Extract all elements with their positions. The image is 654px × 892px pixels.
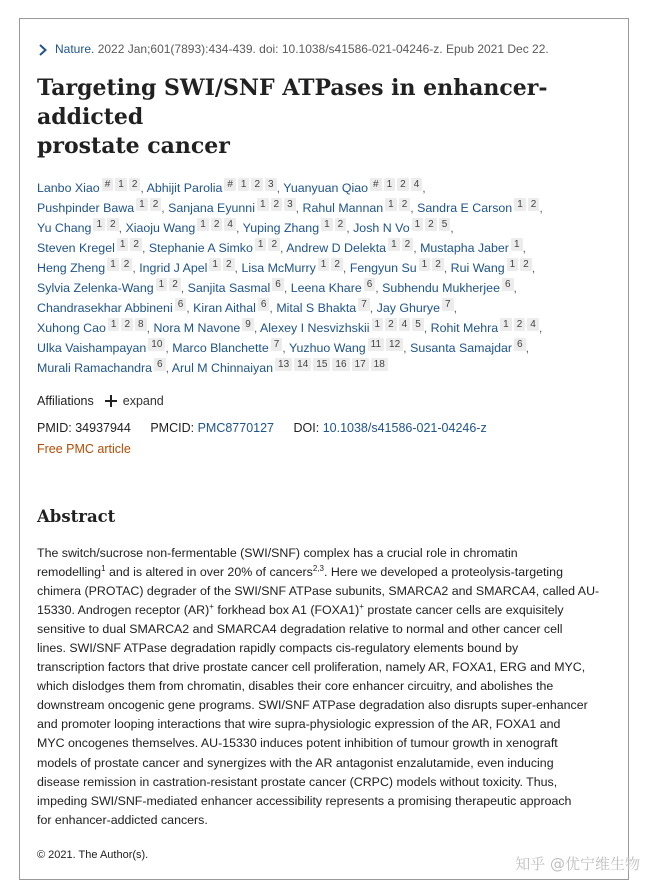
abstract-text: [37, 544, 603, 830]
copyright-notice: © 2021. The Author(s).: [37, 848, 149, 861]
affiliation-marker[interactable]: 1: [514, 198, 526, 211]
title-line-1: Targeting SWI/SNF ATPases in enhancer-addicted: [37, 75, 548, 130]
pmid-value: 34937944: [75, 421, 131, 435]
affiliation-marker[interactable]: 6: [272, 278, 284, 291]
author-line: Pushpinder Bawa 1 2 , Sanjana Eyunni 1 2 3 , Rahul Mannan 1 2 , Sandra E Carson 1 2 ,: [37, 199, 543, 215]
author-link[interactable]: Mustapha Jaber: [420, 241, 509, 255]
affiliation-marker[interactable]: 1: [156, 278, 168, 291]
author-link[interactable]: Murali Ramachandra: [37, 361, 153, 375]
affiliation-marker[interactable]: 14: [294, 358, 311, 371]
author-line: Steven Kregel 1 2 , Stephanie A Simko 1 2 , Andrew D Delekta 1 2 , Mustapha Jaber 1 ,: [37, 239, 526, 255]
author-link[interactable]: Kiran Aithal: [193, 301, 256, 315]
affiliation-marker[interactable]: 2: [129, 178, 141, 191]
abstract-line: which dislodges them from chromatin, disables their core enhancer circuitry, and abolishes the: [37, 679, 554, 694]
author-link[interactable]: Mital S Bhakta: [276, 301, 357, 315]
author-link[interactable]: Ulka Vaishampayan: [37, 341, 147, 355]
affiliation-marker[interactable]: 3: [284, 198, 296, 211]
article-title: [37, 74, 603, 161]
affiliation-marker[interactable]: 2: [169, 278, 181, 291]
author-link[interactable]: Steven Kregel: [37, 241, 115, 255]
author-link[interactable]: Chandrasekhar Abbineni: [37, 301, 173, 315]
author-link[interactable]: Sanjana Eyunni: [168, 201, 255, 215]
author-link[interactable]: Xiaoju Wang: [125, 221, 196, 235]
affiliation-marker[interactable]: 5: [439, 218, 451, 231]
author-link[interactable]: Yuzhuo Wang: [288, 341, 366, 355]
affiliation-marker[interactable]: 2: [268, 238, 280, 251]
affiliation-marker[interactable]: 2: [528, 198, 540, 211]
abstract-line: lines. SWI/SNF ATPase degradation rapidly compacts cis-regulatory elements bound by: [37, 641, 519, 656]
affiliation-marker[interactable]: 7: [271, 338, 283, 351]
affiliation-marker[interactable]: 11: [368, 338, 384, 351]
affiliation-marker[interactable]: 1: [511, 238, 523, 251]
author-link[interactable]: Abhijit Parolia: [146, 181, 223, 195]
affiliation-marker[interactable]: 2: [251, 178, 263, 191]
author-link[interactable]: Rui Wang: [450, 261, 505, 275]
author-link[interactable]: Pushpinder Bawa: [37, 201, 135, 215]
affiliation-marker[interactable]: 1: [209, 258, 221, 271]
author-line: Heng Zheng 1 2 , Ingrid J Apel 1 2 , Lisa McMurry 1 2 , Fengyun Su 1 2 , Rui Wang 1 2 ,: [37, 259, 536, 275]
affiliation-marker[interactable]: 2: [385, 318, 397, 331]
affiliation-marker[interactable]: 1: [238, 178, 250, 191]
affiliation-marker[interactable]: #: [102, 178, 114, 191]
author-link[interactable]: Alexey I Nesvizhskii: [260, 321, 370, 335]
affiliation-marker[interactable]: 2: [425, 218, 437, 231]
affiliation-marker[interactable]: 6: [258, 298, 270, 311]
abstract-line: disease remission in castration-resistant prostate cancer (CRPC) models without toxicity. Thus,: [37, 774, 558, 789]
affiliation-marker[interactable]: 1: [115, 178, 127, 191]
chevron-right-icon[interactable]: [37, 44, 49, 56]
author-link[interactable]: Subhendu Mukherjee: [382, 281, 500, 295]
affiliation-marker[interactable]: 8: [135, 318, 147, 331]
pmcid-link[interactable]: PMC8770127: [197, 421, 275, 435]
affiliation-marker[interactable]: 6: [364, 278, 376, 291]
author-list: [37, 178, 603, 378]
author-line: Yu Chang 1 2 , Xiaoju Wang 1 2 4 , Yuping Zhang 1 2 , Josh N Vo 1 2 5 ,: [37, 219, 454, 235]
author-link[interactable]: Heng Zheng: [37, 261, 106, 275]
affiliation-marker[interactable]: 15: [313, 358, 330, 371]
article-card: [19, 18, 629, 880]
author-link[interactable]: Andrew D Delekta: [286, 241, 387, 255]
affiliation-marker[interactable]: 2: [397, 178, 409, 191]
affiliation-marker[interactable]: 6: [175, 298, 187, 311]
affiliation-marker[interactable]: 12: [386, 338, 403, 351]
author-link[interactable]: Nora M Navone: [153, 321, 241, 335]
author-link[interactable]: Marco Blanchette: [172, 341, 269, 355]
author-link[interactable]: Xuhong Cao: [37, 321, 106, 335]
affiliation-marker[interactable]: 9: [242, 318, 254, 331]
affiliation-marker[interactable]: 1: [507, 258, 519, 271]
author-line: Sylvia Zelenka-Wang 1 2 , Sanjita Sasmal 6 , Leena Khare 6 , Subhendu Mukherjee 6 ,: [37, 279, 517, 295]
affiliation-marker[interactable]: 6: [502, 278, 514, 291]
identifiers: [37, 418, 603, 438]
author-link[interactable]: Yuping Zhang: [242, 221, 320, 235]
superscript: +: [359, 602, 364, 612]
affiliation-marker[interactable]: #: [224, 178, 236, 191]
author-link[interactable]: Yu Chang: [37, 221, 92, 235]
affiliation-marker[interactable]: 1: [318, 258, 330, 271]
author-link[interactable]: Yuanyuan Qiao: [283, 181, 369, 195]
affiliation-marker[interactable]: 2: [107, 218, 119, 231]
affiliation-marker[interactable]: 2: [211, 218, 223, 231]
author-link[interactable]: Ingrid J Apel: [139, 261, 208, 275]
article-content: [37, 39, 603, 861]
author-link[interactable]: Jay Ghurye: [376, 301, 441, 315]
affiliation-marker[interactable]: 2: [520, 258, 532, 271]
affiliation-marker[interactable]: 1: [197, 218, 209, 231]
affiliations-toggle[interactable]: [37, 391, 603, 411]
abstract-line: chimera (PROTAC) degrader of the SWI/SNF ATPase subunits, SMARCA2 and SMARCA4, called AU-: [37, 584, 600, 599]
watermark: 知乎 @优宁维生物: [515, 855, 640, 873]
abstract-line: for enhancer-addicted cancers.: [37, 812, 208, 827]
affiliation-marker[interactable]: 7: [442, 298, 454, 311]
author-link[interactable]: Sylvia Zelenka-Wang: [37, 281, 154, 295]
affiliation-marker[interactable]: 1: [117, 238, 129, 251]
author-link[interactable]: Lanbo Xiao: [37, 181, 100, 195]
title-line-2: prostate cancer: [37, 133, 230, 159]
free-pmc-badge[interactable]: Free PMC article: [37, 442, 131, 456]
affiliation-marker[interactable]: 1: [412, 218, 424, 231]
abstract-line: The switch/sucrose non-fermentable (SWI/SNF) complex has a crucial role in chromatin: [37, 546, 518, 560]
plus-icon[interactable]: [104, 394, 118, 408]
author-link[interactable]: Arul M Chinnaiyan: [171, 361, 274, 375]
affiliation-marker[interactable]: 2: [402, 238, 414, 251]
citation-line: [37, 39, 603, 59]
abstract-line: models of prostate cancer and synergizes with the AR antagonist enzalutamide, even inducing: [37, 755, 554, 770]
affiliation-marker[interactable]: 1: [93, 218, 105, 231]
affiliation-marker[interactable]: 6: [514, 338, 526, 351]
pmid-label: PMID:: [37, 421, 72, 435]
author-link[interactable]: Rohit Mehra: [430, 321, 499, 335]
affiliation-marker[interactable]: 13: [275, 358, 292, 371]
pmcid-label: PMCID:: [150, 421, 195, 435]
author-link[interactable]: Sandra E Carson: [417, 201, 513, 215]
abstract-line: transcription factors that drive prostate cancer cell proliferation, namely AR, FOXA1, ERG and MYC,: [37, 660, 586, 675]
affiliation-marker[interactable]: 4: [399, 318, 411, 331]
affiliation-marker[interactable]: 2: [271, 198, 283, 211]
abstract-line: remodelling$^1$ and is altered in over 20% of cancers$^{2,3}$. Here we developed a proteolysis-targeting: [37, 563, 563, 580]
citation-details: 2022 Jan;601(7893):434-439. doi: 10.1038/s41586-021-04246-z. Epub 2021 Dec 22.: [97, 42, 549, 56]
affiliation-marker[interactable]: 5: [412, 318, 424, 331]
affiliation-marker[interactable]: 18: [371, 358, 388, 371]
abstract-line: downstream oncogenic gene programs. SWI/SNF ATPase degradation also disrupts super-enhancer: [37, 698, 588, 713]
affiliation-marker[interactable]: 7: [358, 298, 370, 311]
affiliation-marker[interactable]: 2: [331, 258, 343, 271]
journal-link[interactable]: Nature.: [55, 42, 95, 56]
affiliation-marker[interactable]: 1: [385, 198, 397, 211]
affiliation-marker[interactable]: 1: [255, 238, 267, 251]
doi-link[interactable]: 10.1038/s41586-021-04246-z: [322, 421, 487, 435]
affiliation-marker[interactable]: 2: [223, 258, 235, 271]
author-line: Ulka Vaishampayan 10 , Marco Blanchette 7 , Yuzhuo Wang 11 12 , Susanta Samajdar 6 ,: [37, 339, 530, 355]
affiliation-marker[interactable]: 1: [321, 218, 333, 231]
affiliation-marker[interactable]: 1: [136, 198, 148, 211]
superscript: 1: [101, 563, 106, 573]
affiliation-marker[interactable]: 3: [265, 178, 277, 191]
affiliation-marker[interactable]: 2: [514, 318, 526, 331]
affiliation-marker[interactable]: 2: [150, 198, 162, 211]
affiliation-marker[interactable]: 2: [121, 258, 133, 271]
affiliation-marker[interactable]: 10: [148, 338, 165, 351]
author-line: Xuhong Cao 1 2 8 , Nora M Navone 9 , Alexey I Nesvizhskii 1 2 4 5 , Rohit Mehra 1 2 4 ,: [37, 319, 543, 335]
author-line: Chandrasekhar Abbineni 6 , Kiran Aithal 6 , Mital S Bhakta 7 , Jay Ghurye 7 ,: [37, 299, 458, 315]
affiliation-marker[interactable]: 2: [432, 258, 444, 271]
expand-link[interactable]: expand: [122, 394, 164, 408]
affiliation-marker[interactable]: 2: [130, 238, 142, 251]
affiliation-marker[interactable]: 17: [352, 358, 369, 371]
abstract-heading: Abstract: [37, 507, 116, 526]
affiliation-marker[interactable]: 1: [108, 318, 120, 331]
abstract-line: and promoter looping interactions that wire supra-physiologic expression of the AR, FOXA1 and: [37, 717, 561, 732]
affiliation-marker[interactable]: 16: [332, 358, 349, 371]
affiliation-marker[interactable]: 1: [257, 198, 269, 211]
affiliation-marker[interactable]: 2: [399, 198, 411, 211]
affiliation-marker[interactable]: 4: [527, 318, 539, 331]
author-link[interactable]: Josh N Vo: [353, 221, 410, 235]
abstract-line: impeding SWI/SNF-mediated enhancer accessibility represents a promising therapeutic approach: [37, 793, 572, 808]
doi-label: DOI:: [293, 421, 320, 435]
affiliation-marker[interactable]: 2: [121, 318, 133, 331]
affiliation-marker[interactable]: 1: [384, 178, 396, 191]
affiliation-marker[interactable]: 1: [419, 258, 431, 271]
author-link[interactable]: Stephanie A Simko: [148, 241, 253, 255]
superscript: +: [209, 602, 214, 612]
affiliation-marker[interactable]: 1: [372, 318, 384, 331]
abstract-line: MYC oncogenes themselves. AU-15330 induces potent inhibition of tumour growth in xenograft: [37, 736, 558, 751]
author-line: Lanbo Xiao # 1 2 , Abhijit Parolia # 1 2 3 , Yuanyuan Qiao # 1 2 4 ,: [37, 179, 426, 195]
affiliation-marker[interactable]: 1: [500, 318, 512, 331]
affiliation-marker[interactable]: #: [370, 178, 382, 191]
author-link[interactable]: Leena Khare: [290, 281, 362, 295]
abstract-line: 15330. Androgen receptor (AR)+ forkhead box A1 (FOXA1)+ prostate cancer cells are exquisitely: [37, 602, 564, 618]
affiliation-marker[interactable]: 4: [411, 178, 423, 191]
author-link[interactable]: Lisa McMurry: [241, 261, 316, 275]
affiliation-marker[interactable]: 2: [335, 218, 347, 231]
affiliation-marker[interactable]: 6: [154, 358, 166, 371]
author-link[interactable]: Fengyun Su: [349, 261, 417, 275]
affiliation-marker[interactable]: 1: [107, 258, 119, 271]
affiliation-marker[interactable]: 1: [388, 238, 400, 251]
author-line: Murali Ramachandra 6 , Arul M Chinnaiyan 13 14 15 16 17 18: [37, 358, 603, 378]
author-link[interactable]: Susanta Samajdar: [410, 341, 513, 355]
author-link[interactable]: Rahul Mannan: [302, 201, 384, 215]
affiliation-marker[interactable]: 4: [224, 218, 236, 231]
author-link[interactable]: Sanjita Sasmal: [187, 281, 271, 295]
abstract-line: sensitive to dual SMARCA2 and SMARCA4 degradation relative to normal and other cancer cell: [37, 622, 563, 637]
affiliations-label: Affiliations: [37, 394, 94, 408]
superscript: 2,3: [312, 563, 324, 573]
